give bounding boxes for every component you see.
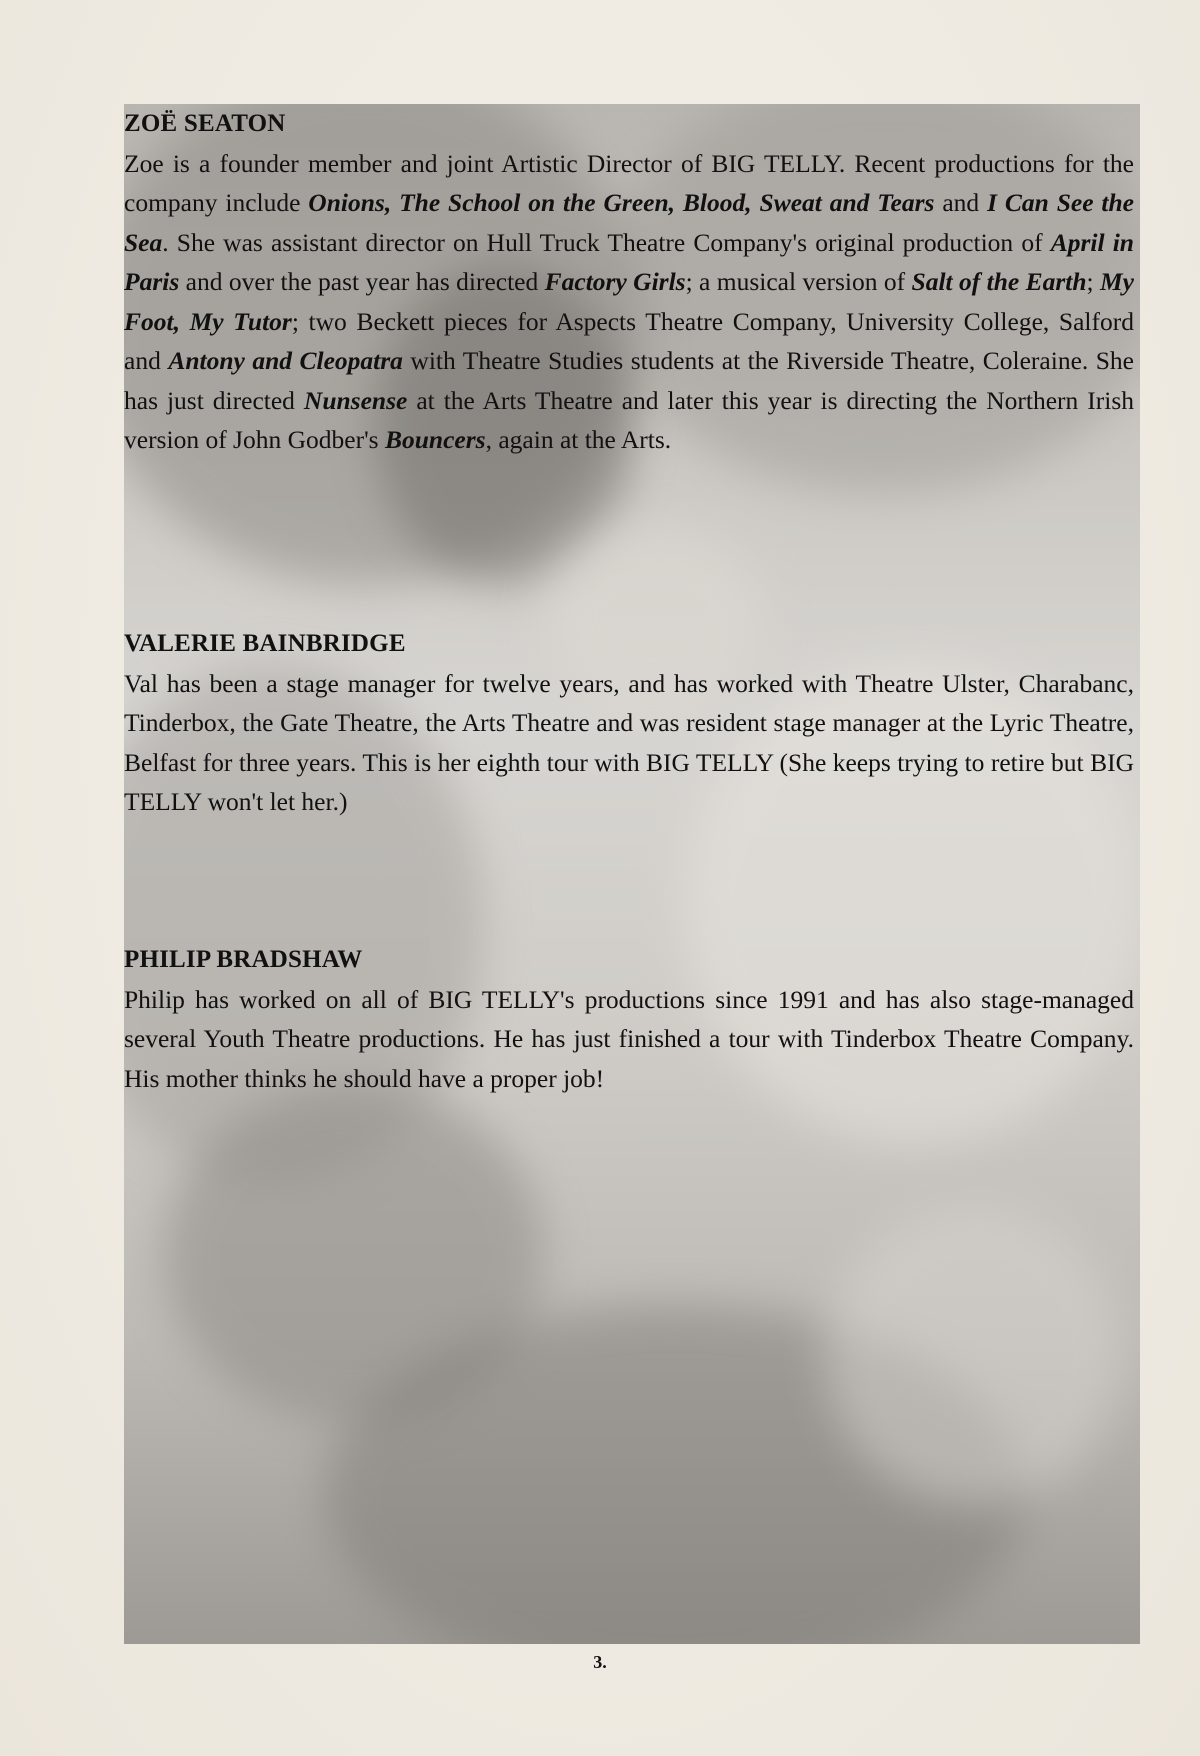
title-italic: Nunsense [303, 385, 408, 415]
bio-heading: ZOË SEATON [124, 110, 286, 137]
page-number: 3. [593, 1652, 607, 1672]
title-italic: I Can See the Sea [124, 188, 1134, 257]
bio-body: Philip has worked on all of BIG TELLY's productions since 1991 and has also stage-managed several Youth Theatre productions. He has just finished a tour with Tinderbox Theatre Company. His mother thinks he should have a proper job! [124, 984, 1134, 1093]
title-italic: Onions, The School on the Green, Blood, Sweat and Tears [308, 188, 935, 217]
bio-valerie-bainbridge [124, 624, 1134, 822]
bio-zoe-seaton [124, 104, 1134, 460]
bio-body: Zoe is a founder member and joint Artistic Director of BIG TELLY. Recent productions for the company include Onions, The School on the Green, Blood, Sweat and Tears and I Can See the Sea. She was assistant director on Hull Truck Theatre Company's original production of April in Paris and over the past year has directed Factory Girls; a musical version of Salt of the Earth; My Foot, My Tutor; two Beckett pieces for Aspects Theatre Company, University College, Salford and Antony and Cleopatra with Theatre Studies students at the Riverside Theatre, Coleraine. She has just directed Nunsense at the Arts Theatre and later this year is directing the Northern Irish version of John Godber's Bouncers, again at the Arts. [124, 148, 1135, 454]
title-italic: April in Paris [124, 227, 1134, 296]
title-italic: My Foot, My Tutor [124, 267, 1134, 336]
title-italic: Antony and Cleopatra [168, 346, 403, 375]
title-italic: Salt of the Earth [911, 267, 1087, 296]
bio-heading: PHILIP BRADSHAW [124, 946, 363, 973]
title-italic: Bouncers [384, 425, 486, 454]
bio-body: Val has been a stage manager for twelve years, and has worked with Theatre Ulster, Charabanc, Tinderbox, the Gate Theatre, the Arts Theatre and was resident stage manager at the Lyric Theatre, Belfast for three years. This is her eighth tour with BIG TELLY (She keeps trying to retire but BIG TELLY won't let her.) [124, 668, 1134, 816]
title-italic: Factory Girls [544, 267, 686, 296]
bio-heading: VALERIE BAINBRIDGE [124, 630, 406, 657]
bio-philip-bradshaw [124, 940, 1134, 1098]
